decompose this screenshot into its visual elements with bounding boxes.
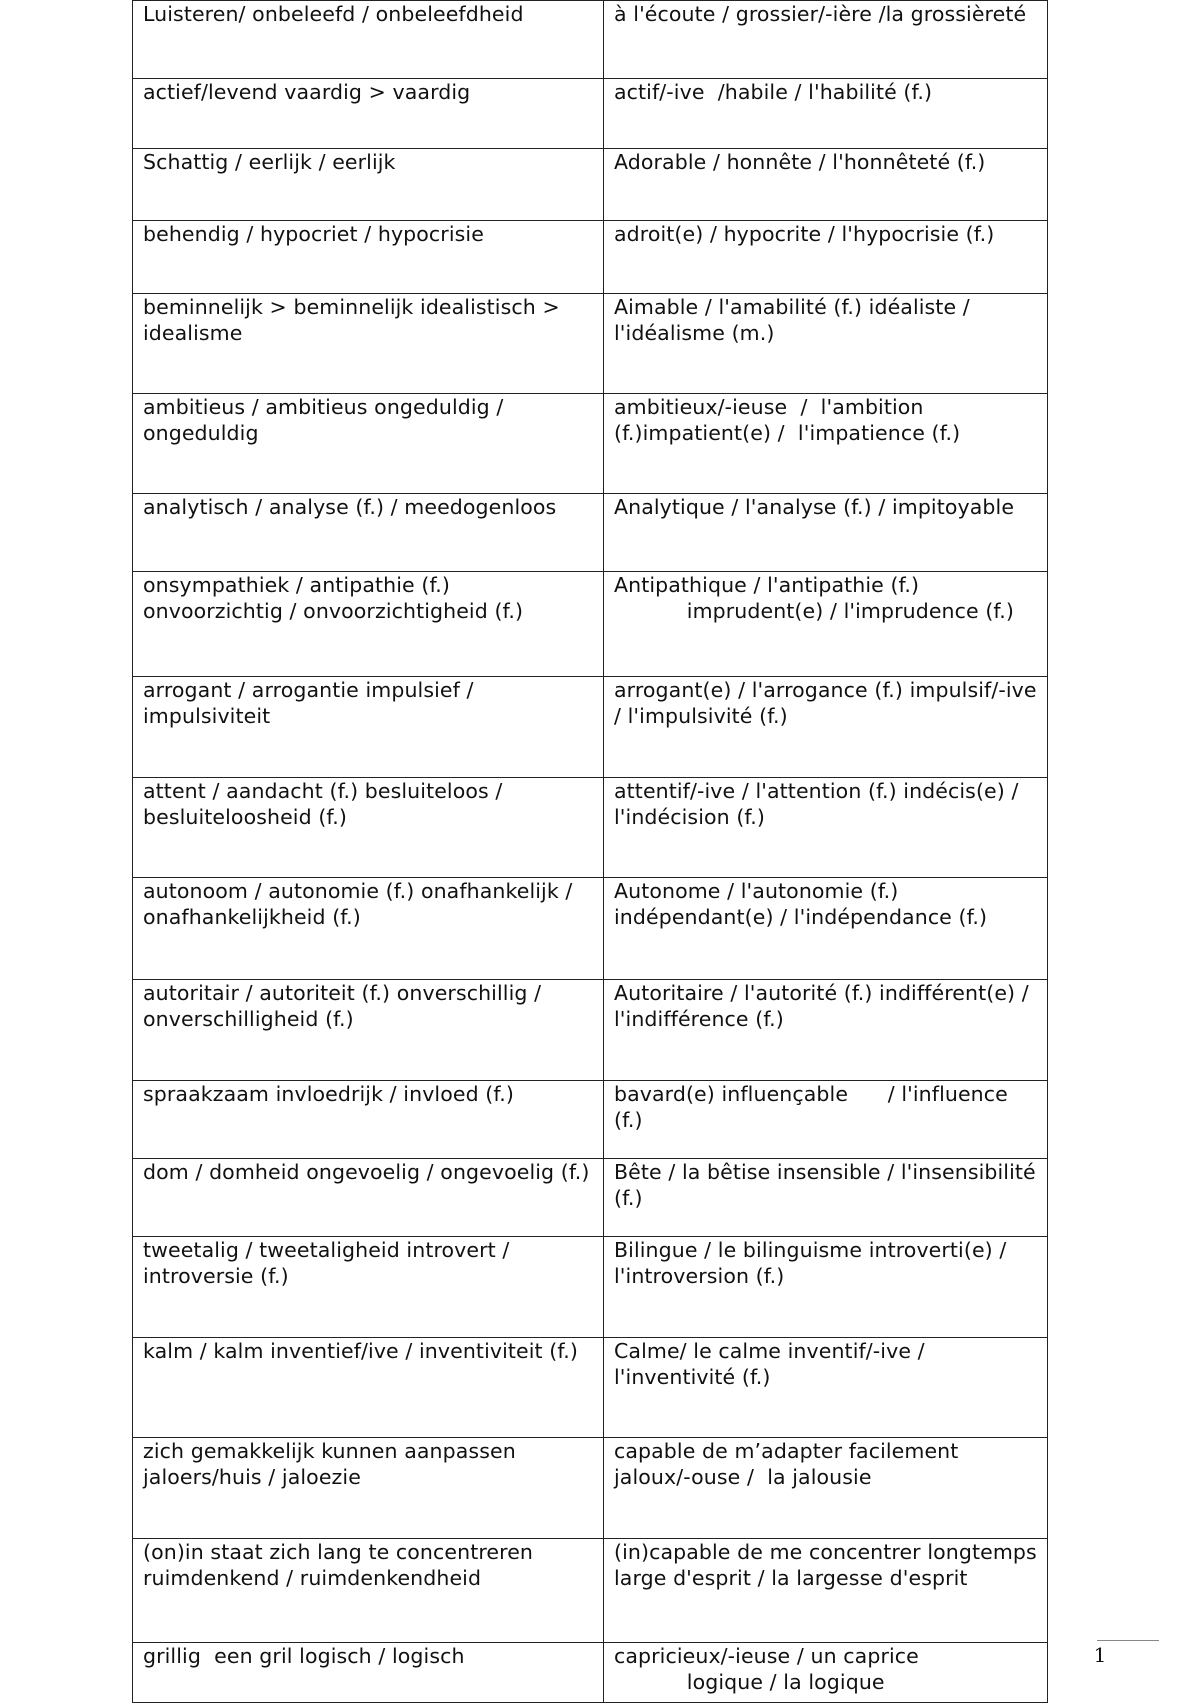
- table-row: [133, 149, 1048, 221]
- table-row: [133, 878, 1048, 980]
- dutch-cell: beminnelijk > beminnelijk idealistisch > idealisme: [133, 294, 604, 394]
- french-cell: actif/-ive /habile / l'habilité (f.): [604, 79, 1048, 149]
- dutch-cell: ambitieus / ambitieus ongeduldig / ongeduldig: [133, 394, 604, 494]
- table-row: [133, 1539, 1048, 1643]
- dutch-cell: Schattig / eerlijk / eerlijk: [133, 149, 604, 221]
- dutch-cell: actief/levend vaardig > vaardig: [133, 79, 604, 149]
- french-cell: à l'écoute / grossier/-ière /la grossièreté: [604, 1, 1048, 79]
- table-row: [133, 980, 1048, 1081]
- table-row: [133, 1338, 1048, 1438]
- vocabulary-table-body: [133, 1, 1048, 1703]
- dutch-cell: arrogant / arrogantie impulsief / impulsiviteit: [133, 677, 604, 778]
- table-row: [133, 294, 1048, 394]
- dutch-cell: behendig / hypocriet / hypocrisie: [133, 221, 604, 294]
- dutch-cell: zich gemakkelijk kunnen aanpassen jaloers/huis / jaloezie: [133, 1438, 604, 1539]
- dutch-cell: analytisch / analyse (f.) / meedogenloos: [133, 494, 604, 572]
- dutch-cell: Luisteren/ onbeleefd / onbeleefdheid: [133, 1, 604, 79]
- dutch-cell: tweetalig / tweetaligheid introvert / introversie (f.): [133, 1237, 604, 1338]
- french-cell: attentif/-ive / l'attention (f.) indécis(e) / l'indécision (f.): [604, 778, 1048, 878]
- table-row: [133, 1643, 1048, 1703]
- french-cell: (in)capable de me concentrer longtemps large d'esprit / la largesse d'esprit: [604, 1539, 1048, 1643]
- table-row: [133, 394, 1048, 494]
- french-cell: Autonome / l'autonomie (f.) indépendant(e) / l'indépendance (f.): [604, 878, 1048, 980]
- table-row: [133, 1159, 1048, 1237]
- table-row: [133, 778, 1048, 878]
- dutch-cell: spraakzaam invloedrijk / invloed (f.): [133, 1081, 604, 1159]
- french-cell: Bête / la bêtise insensible / l'insensibilité (f.): [604, 1159, 1048, 1237]
- french-cell: ambitieux/-ieuse / l'ambition (f.)impatient(e) / l'impatience (f.): [604, 394, 1048, 494]
- table-row: [133, 221, 1048, 294]
- table-row: [133, 1081, 1048, 1159]
- dutch-cell: kalm / kalm inventief/ive / inventiviteit (f.): [133, 1338, 604, 1438]
- page-number: 1: [1093, 1643, 1107, 1667]
- table-row: [133, 1438, 1048, 1539]
- dutch-cell: grillig een gril logisch / logisch: [133, 1643, 604, 1703]
- dutch-cell: onsympathiek / antipathie (f.) onvoorzichtig / onvoorzichtigheid (f.): [133, 572, 604, 677]
- dutch-cell: dom / domheid ongevoelig / ongevoelig (f.): [133, 1159, 604, 1237]
- french-cell: bavard(e) influençable / l'influence (f.): [604, 1081, 1048, 1159]
- french-cell: capable de m’adapter facilement jaloux/-ouse / la jalousie: [604, 1438, 1048, 1539]
- dutch-cell: (on)in staat zich lang te concentreren ruimdenkend / ruimdenkendheid: [133, 1539, 604, 1643]
- table-row: [133, 677, 1048, 778]
- table-row: [133, 79, 1048, 149]
- dutch-cell: autonoom / autonomie (f.) onafhankelijk / onafhankelijkheid (f.): [133, 878, 604, 980]
- french-cell: adroit(e) / hypocrite / l'hypocrisie (f.): [604, 221, 1048, 294]
- footer-divider: [1097, 1640, 1159, 1641]
- french-cell: Autoritaire / l'autorité (f.) indifférent(e) / l'indifférence (f.): [604, 980, 1048, 1081]
- french-cell: Analytique / l'analyse (f.) / impitoyable: [604, 494, 1048, 572]
- french-cell: arrogant(e) / l'arrogance (f.) impulsif/-ive / l'impulsivité (f.): [604, 677, 1048, 778]
- table-row: [133, 494, 1048, 572]
- french-cell: capricieux/-ieuse / un caprice logique / la logique: [604, 1643, 1048, 1703]
- table-row: [133, 572, 1048, 677]
- french-cell: Adorable / honnête / l'honnêteté (f.): [604, 149, 1048, 221]
- french-cell: Bilingue / le bilinguisme introverti(e) / l'introversion (f.): [604, 1237, 1048, 1338]
- french-cell: Antipathique / l'antipathie (f.) imprudent(e) / l'imprudence (f.): [604, 572, 1048, 677]
- dutch-cell: attent / aandacht (f.) besluiteloos / besluiteloosheid (f.): [133, 778, 604, 878]
- french-cell: Aimable / l'amabilité (f.) idéaliste / l'idéalisme (m.): [604, 294, 1048, 394]
- vocabulary-table: [132, 0, 1048, 1703]
- table-row: [133, 1237, 1048, 1338]
- french-cell: Calme/ le calme inventif/-ive / l'inventivité (f.): [604, 1338, 1048, 1438]
- table-row: [133, 1, 1048, 79]
- dutch-cell: autoritair / autoriteit (f.) onverschillig / onverschilligheid (f.): [133, 980, 604, 1081]
